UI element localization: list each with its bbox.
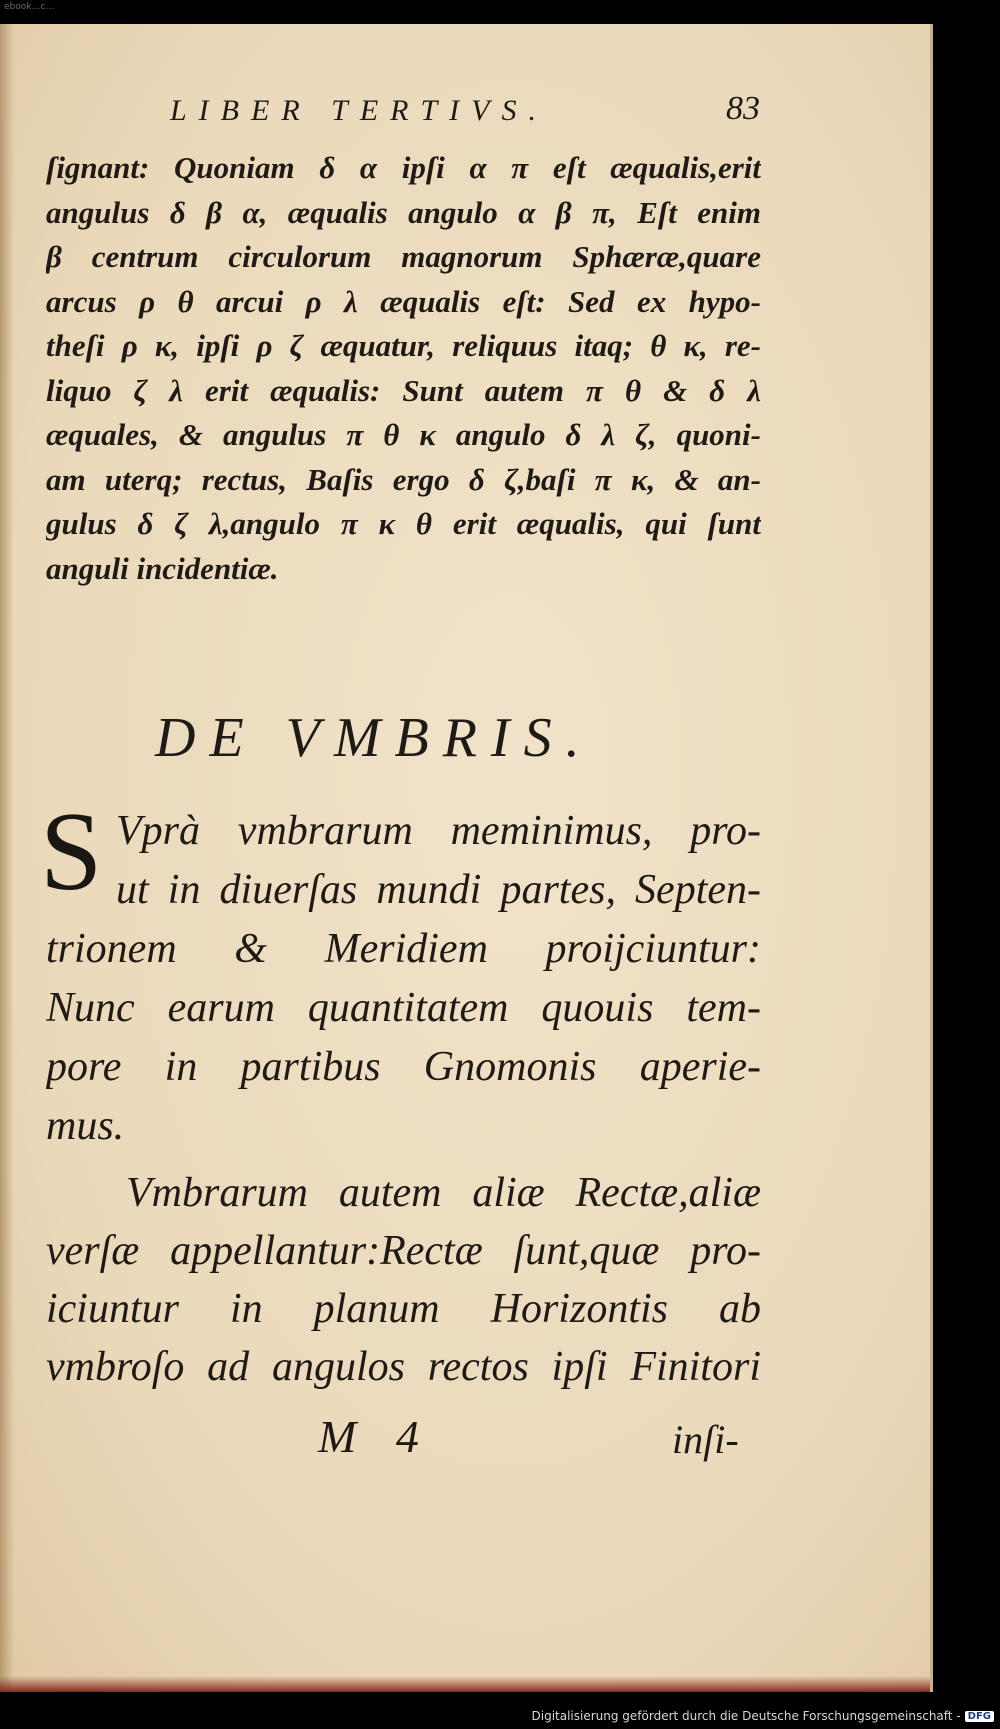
running-head xyxy=(170,90,760,136)
digitization-credit xyxy=(532,1709,995,1723)
section-heading: DE VMBRIS. xyxy=(155,707,594,769)
catchword: inſi- xyxy=(672,1417,739,1462)
text-line: arcus ρ θ arcui ρ λ æqualis eſt: Sed ex hypo- xyxy=(46,283,761,319)
text-line: Nunc earum quantitatem quouis tem- xyxy=(46,985,761,1031)
text-line: mus. xyxy=(46,1103,125,1149)
book-page xyxy=(0,24,933,1692)
text-line: liquo ζ λ erit æqualis: Sunt autem π θ & δ λ xyxy=(46,372,761,408)
text-line: am uterq; rectus, Baſis ergo δ ζ,baſi π κ, & an- xyxy=(46,461,761,497)
page-number: 83 xyxy=(726,90,760,127)
text-line: β centrum circulorum magnorum Sphæræ,quare xyxy=(46,239,761,274)
text-line: ſignant: Quoniam δ α ipſi α π eſt æqualis,erit xyxy=(46,150,761,185)
running-head-title: LIBER TERTIVS. xyxy=(170,94,548,127)
credit-text: Digitalisierung gefördert durch die Deutsche Forschungsgemeinschaft - xyxy=(531,1709,961,1723)
text-line: Vmbrarum autem aliæ Rectæ,aliæ xyxy=(126,1170,761,1216)
text-line: trionem & Meridiem proijciuntur: xyxy=(46,926,761,972)
text-line: theſi ρ κ, ipſi ρ ζ æquatur, reliquus itaq; θ κ, re- xyxy=(46,328,761,363)
text-line: Vprà vmbrarum meminimus, pro- xyxy=(116,808,761,854)
text-line: angulus δ β α, æqualis angulo α β π, Eſt enim xyxy=(46,194,761,230)
text-line: ut in diuerſas mundi partes, Septen- xyxy=(116,867,761,913)
paragraph-proof xyxy=(46,146,761,591)
text-line: anguli incidentiæ. xyxy=(46,550,279,586)
drop-cap: S xyxy=(40,790,103,914)
scan-top-mark: ebook…c… xyxy=(4,2,55,12)
paragraph-umbrae-types xyxy=(46,1164,761,1396)
paragraph-umbris-intro xyxy=(40,790,761,1156)
text-line: gulus δ ζ λ,angulo π κ θ erit æqualis, qui ſunt xyxy=(46,506,761,541)
dfg-logo: DFG xyxy=(965,1711,994,1722)
signature-mark: M 4 xyxy=(318,1411,433,1462)
text-line: verſæ appellantur:Rectæ ſunt,quæ pro- xyxy=(46,1228,761,1274)
text-line: vmbroſo ad angulos rectos ipſi Finitori xyxy=(46,1344,761,1390)
text-line: pore in partibus Gnomonis aperie- xyxy=(46,1044,761,1090)
page-left-shadow xyxy=(0,24,14,1692)
text-line: iciuntur in planum Horizontis ab xyxy=(46,1286,761,1332)
page-bottom-edge xyxy=(0,1676,930,1692)
text-line: æquales, & angulus π θ κ angulo δ λ ζ, quoni- xyxy=(46,417,761,452)
